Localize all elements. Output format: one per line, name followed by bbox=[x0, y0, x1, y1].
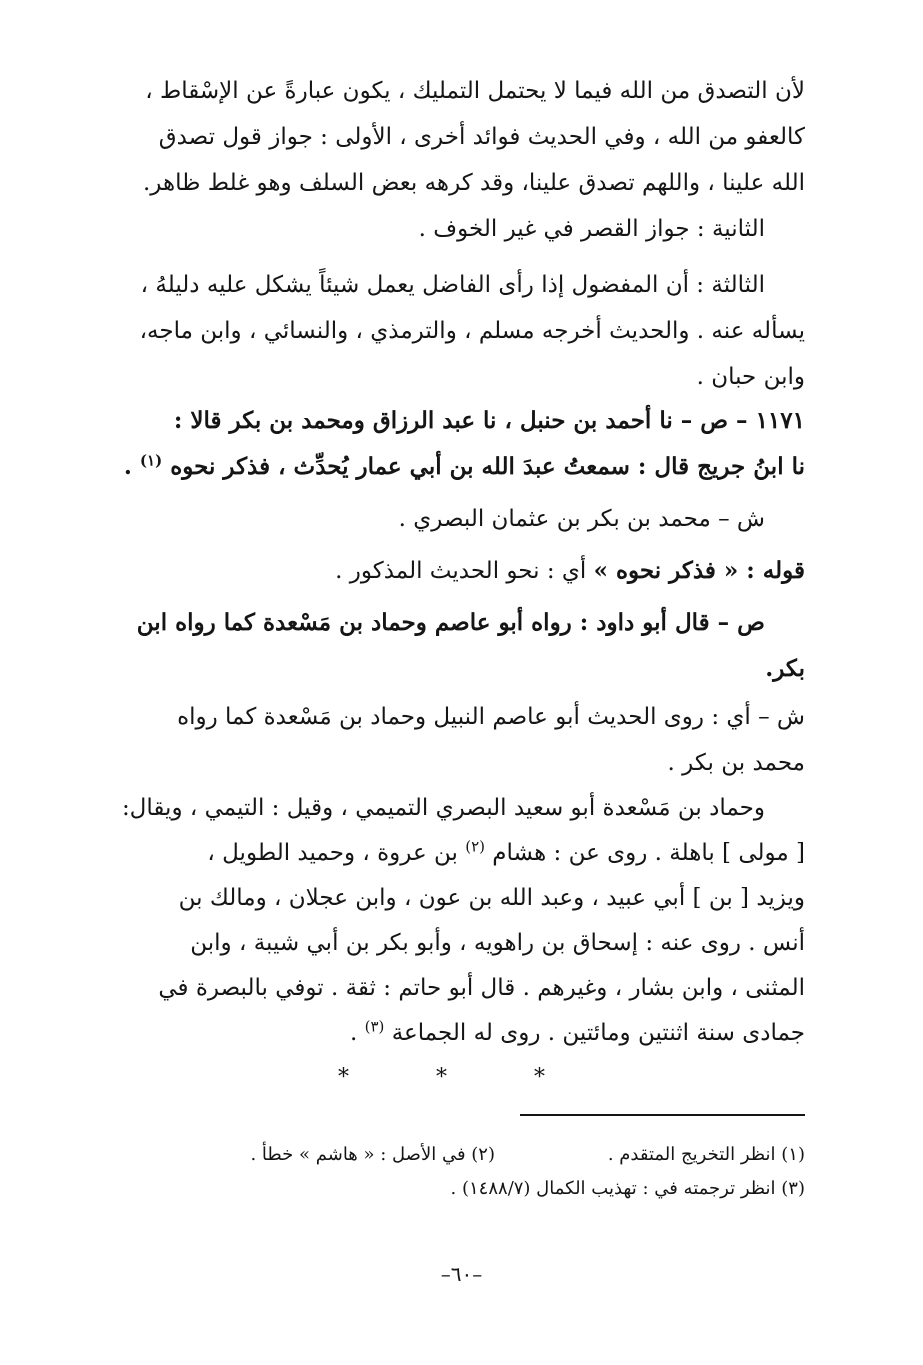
commentary-1 bbox=[115, 496, 805, 542]
footnote-3: (٣) انظر ترجمته في : تهذيب الكمال (١٤٨٨/٧) . bbox=[450, 1178, 805, 1199]
text-line: الثالثة : أن المفضول إذا رأى الفاضل يعمل شيئاً يشكل عليه دليلهُ ، bbox=[140, 272, 765, 298]
footnotes bbox=[115, 1138, 805, 1206]
footnote-ref: (٢) bbox=[465, 837, 485, 856]
text-line: محمد بن بكر . bbox=[667, 750, 805, 776]
hadith-1171 bbox=[115, 398, 805, 490]
qawluh-paragraph bbox=[115, 548, 805, 594]
qawluh-rest: أي : نحو الحديث المذكور . bbox=[335, 558, 594, 584]
commentary-2 bbox=[115, 694, 805, 786]
text-line: وابن حبان . bbox=[696, 364, 805, 390]
footnote-2: (٢) في الأصل : « هاشم » خطأ . bbox=[250, 1144, 495, 1165]
text-line: وحماد بن مَسْعدة أبو سعيد البصري التميمي ، وقيل : التيمي ، ويقال: bbox=[121, 795, 765, 821]
footnote-ref: (٣) bbox=[364, 1017, 385, 1036]
text-line: الثانية : جواز القصر في غير الخوف . bbox=[418, 216, 765, 242]
hadith-end: . bbox=[123, 453, 140, 480]
bio-text: [ مولى ] باهلة . روى عن : هشام bbox=[492, 840, 805, 866]
hadith-text: نا ابنُ جريج قال : سمعتُ عبدَ الله بن أبي عمار يُحدِّث ، فذكر نحوه bbox=[170, 453, 805, 480]
bio-text: بن عروة ، وحميد الطويل ، bbox=[207, 840, 466, 866]
paragraph-2 bbox=[115, 206, 805, 252]
paragraph-3 bbox=[115, 262, 805, 400]
quoted-phrase: قوله : « فذكر نحوه » bbox=[593, 557, 805, 584]
text-line: يسأله عنه . والحديث أخرجه مسلم ، والترمذي ، والنسائي ، وابن ماجه، bbox=[139, 318, 805, 344]
text-line: بكر. bbox=[765, 655, 805, 682]
hadith-line: ١١٧١ – ص – نا أحمد بن حنبل ، نا عبد الرزاق ومحمد بن بكر قالا : bbox=[173, 407, 805, 434]
text-line bbox=[115, 548, 805, 594]
abu-dawud-note bbox=[115, 600, 805, 692]
text-line bbox=[115, 496, 805, 542]
hadith-line bbox=[115, 444, 805, 490]
section-separator: * * * bbox=[338, 1065, 585, 1090]
text-line: الله علينا ، واللهم تصدق علينا، وقد كرهه بعض السلف وهو غلط ظاهر. bbox=[143, 170, 805, 196]
bio-text: جمادى سنة اثنتين ومائتين . روى له الجماعة bbox=[391, 1020, 805, 1046]
text-line bbox=[115, 1011, 805, 1056]
footnote-ref: (١) bbox=[139, 451, 163, 470]
commentary-text: ش – محمد بن بكر بن عثمان البصري . bbox=[398, 506, 765, 532]
footnote-row bbox=[115, 1172, 805, 1206]
text-line: ويزيد [ بن ] أبي عبيد ، وعبد الله بن عون ، وابن عجلان ، ومالك بن bbox=[178, 885, 805, 911]
footnote-divider bbox=[520, 1114, 805, 1116]
text-line: كالعفو من الله ، وفي الحديث فوائد أخرى ، الأولى : جواز قول تصدق bbox=[158, 124, 805, 150]
text-line: ش – أي : روى الحديث أبو عاصم النبيل وحماد بن مَسْعدة كما رواه bbox=[177, 704, 805, 730]
text-line bbox=[115, 831, 805, 876]
footnote-1: (١) انظر التخريج المتقدم . bbox=[607, 1144, 805, 1165]
text-line: أنس . روى عنه : إسحاق بن راهويه ، وأبو بكر بن أبي شيبة ، وابن bbox=[190, 930, 805, 956]
text-line: لأن التصدق من الله فيما لا يحتمل التمليك ، يكون عبارةً عن الإسْقاط ، bbox=[145, 78, 805, 104]
page-number: –٦٠– bbox=[440, 1262, 483, 1286]
text-line: ص – قال أبو داود : رواه أبو عاصم وحماد بن مَسْعدة كما رواه ابن bbox=[136, 609, 765, 636]
footnote-row bbox=[115, 1138, 805, 1172]
text-line: المثنى ، وابن بشار ، وغيرهم . قال أبو حاتم : ثقة . توفي بالبصرة في bbox=[158, 975, 805, 1001]
bio-text: . bbox=[349, 1020, 365, 1046]
paragraph-1 bbox=[115, 68, 805, 206]
biography-paragraph bbox=[115, 786, 805, 1056]
